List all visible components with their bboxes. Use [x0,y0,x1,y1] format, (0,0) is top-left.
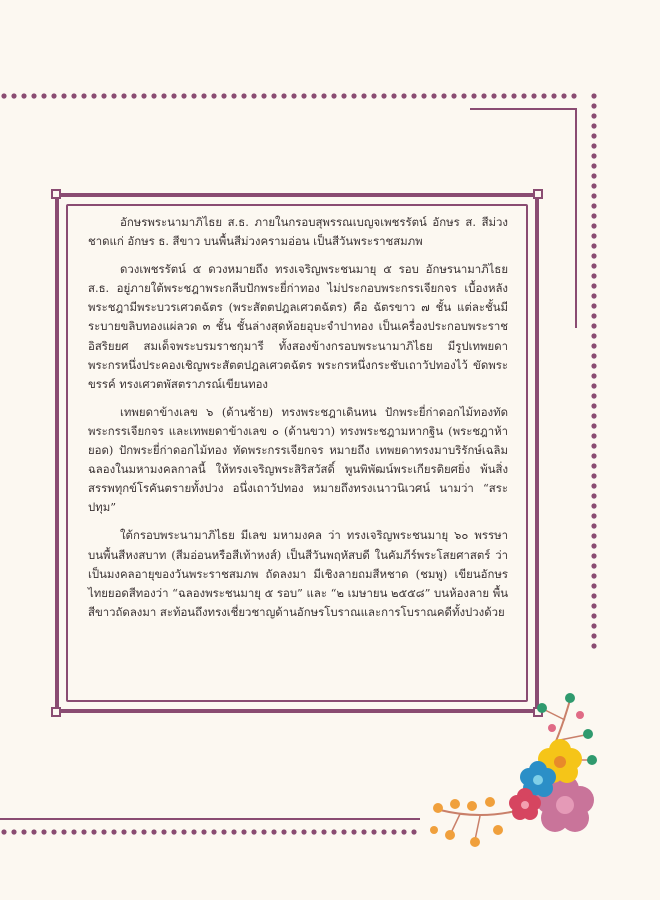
paragraph-3: เทพยดาข้างเลข ๖ (ด้านซ้าย) ทรงพระชฎาเดินหน ปักพระยี่ก่าดอกไม้ทองทัดพระกรรเจียกจร และเทพยดาข้างเลข ๐ (ด้านขวา) ทรงพระชฎามหากฐิน (พระชฎาห้ายอด) ปักพระยี่ก่าดอกไม้ทอง ทัดพระกรรเจียกจร หมายถึง เทพยดาทรงมาบริรักษ์เฉลิมฉลองในมหามงคลกาลนี้ ให้ทรงเจริญพระสิริสวัสดิ์ พูนพิพัฒน์พระเกียรติยศยิ่ง พ้นสิ่งสรรพทุกข์โรคันตรายทั้งปวง อนึ่งเถาวัปทอง หมายถึงทรงเนาวนิเวศน์ นามว่า “สระปทุม” [88,404,508,515]
flower-bouquet-icon [420,680,620,860]
top-solid-line [575,108,577,328]
right-dotted-line [590,92,598,652]
paragraph-1: อักษรพระนามาภิไธย ส.ธ. ภายในกรอบสุพรรณเบญจเพชรรัตน์ อักษร ส. สีม่วงชาดแก่ อักษร ธ. สีขาว บนพื้นสีม่วงครามอ่อน เป็นสีวันพระราชสมภพ [88,215,508,249]
body-text [88,213,508,631]
bottom-dotted-line [0,828,420,836]
bottom-solid-line [0,818,420,820]
frame-corner-tl [51,189,61,199]
top-dotted-line [0,92,580,100]
top-solid-line-h [470,108,577,110]
paragraph-2: ดวงเพชรรัตน์ ๕ ดวงหมายถึง ทรงเจริญพระชนมายุ ๕ รอบ อักษรนามาภิไธย ส.ธ. อยู่ภายใต้พระชฎาพระกลีบปักพระยี่ก่าทอง ไม่ประกอบพระกรรเจียกจร เบื้องหลังพระชฎามีพระบวรเศวตฉัตร (พระสัตตปฎลเศวตฉัตร) คือ ฉัตรขาว ๗ ชั้น แต่ละชั้นมีระบายขลิบทองแผ่ลวด ๓ ชั้น ชั้นล่างสุดห้อยอุบะจำปาทอง เป็นเครื่องประกอบพระราชอิสริยยศ สมเด็จพระบรมราชกุมารี ทั้งสองข้างกรอบพระนามาภิไธย มีรูปเทพยดา พระกรหนึ่งประคองเชิญพระสัตตปฎลเศวตฉัตร พระกรหนึ่งกระชับเถาวัปทองไว้ ขัดพระขรรค์ ทรงเศวตพัสตราภรณ์เขียนทอง [88,262,508,391]
paragraph-4: ใต้กรอบพระนามาภิไธย มีเลข มหามงคล ว่า ทรงเจริญพระชนมายุ ๖๐ พรรษา บนพื้นสีหงสบาท (สีมอ่อนหรือสีเท้าหงส์) เป็นสีวันพฤหัสบดี ในคัมภีร์พระโสยศาสตร์ ว่าเป็นมงคลอายุของวันพระราชสมภพ ถัดลงมา มีเชิงลายถมสีหชาด (ชมพู) เขียนอักษรไทยยอดสีทองว่า “ฉลองพระชนมายุ ๕ รอบ” และ “๒ เมษายน ๒๕๕๘” บนห้องลาย พื้นสีขาวถัดลงมา สะท้อนถึงทรงเชี่ยวชาญด้านอักษรโบราณและการโบราณคดีทั้งปวงด้วย [88,528,508,619]
frame-corner-bl [51,707,61,717]
frame-corner-tr [533,189,543,199]
